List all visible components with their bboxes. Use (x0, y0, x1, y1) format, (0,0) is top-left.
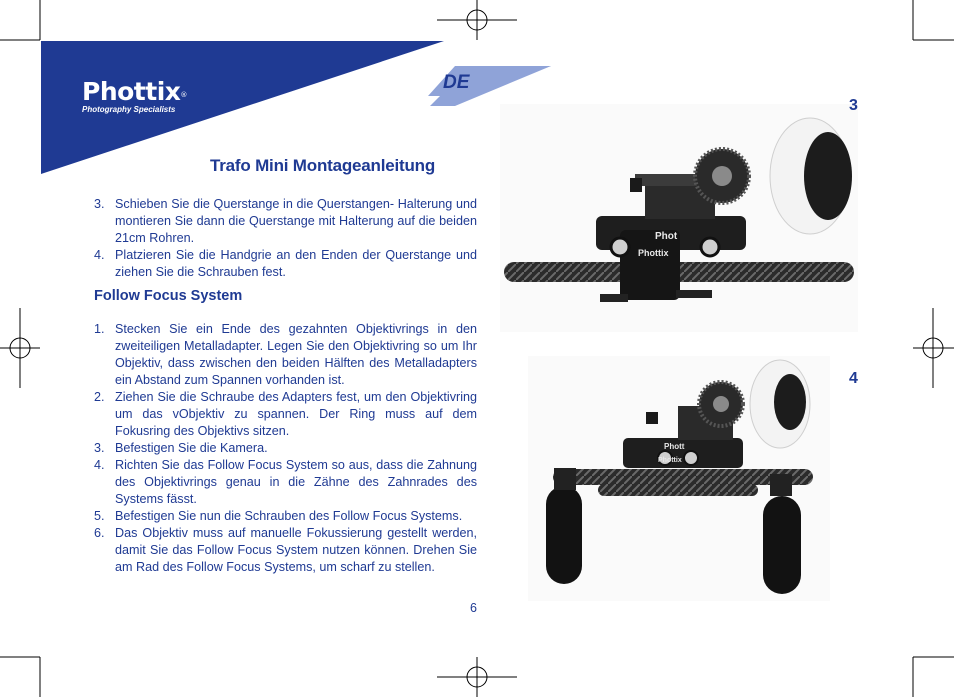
step-number: 3. (94, 441, 105, 455)
step-number: 4. (94, 248, 105, 262)
steps-list-follow-focus (94, 321, 477, 576)
list-item (94, 525, 477, 576)
step-number: 4. (94, 458, 105, 472)
step-text: Befestigen Sie die Kamera. (115, 441, 268, 455)
brand-logo (82, 78, 187, 114)
list-item (94, 440, 477, 457)
steps-list-assembly (94, 196, 477, 281)
step-number: 5. (94, 509, 105, 523)
list-item (94, 247, 477, 281)
language-label: DE (443, 72, 470, 93)
step-number: 6. (94, 526, 105, 540)
shoulder-rig-illustration (528, 356, 830, 601)
mount-brand-text: Phot (655, 231, 678, 242)
brand-name: Phottix (82, 77, 181, 106)
list-item (94, 508, 477, 525)
section-heading: Follow Focus System (94, 288, 243, 304)
list-item (94, 321, 477, 389)
step-number: 2. (94, 390, 105, 404)
registered-mark: ® (180, 91, 187, 99)
step-text: Platzieren Sie die Handgrie an den Enden der Querstange und ziehen Sie die Schrauben fest. (115, 248, 477, 279)
figure-4-label: 4 (849, 370, 858, 387)
follow-focus-rig-illustration (500, 104, 858, 332)
step-text: Ziehen Sie die Schraube des Adapters fest, um den Objektivring um das vObjektiv zu spannen. Der Ring muss auf dem Fokusring des Objektivs sitzen. (115, 390, 477, 438)
bracket-brand-text: Phottix (658, 457, 682, 464)
figure-3-label: 3 (849, 97, 858, 114)
step-text: Das Objektiv muss auf manuelle Fokussierung gestellt werden, damit Sie das Follow Focus System nutzen können. Drehen Sie am Rad des Follow Focus Systems, um scharf zu stellen. (115, 526, 477, 574)
list-item (94, 457, 477, 508)
brand-tagline: Photography Specialists (82, 105, 176, 114)
page-title: Trafo Mini Montageanleitung (210, 156, 436, 175)
step-text: Schieben Sie die Querstange in die Querstangen- Halterung und montieren Sie dann die Querstange mit Halterung auf die beiden 21cm Rohren. (115, 197, 477, 245)
list-item (94, 196, 477, 247)
step-number: 3. (94, 197, 105, 211)
step-text: Befestigen Sie nun die Schrauben des Follow Focus Systems. (115, 509, 463, 523)
list-item (94, 389, 477, 440)
mount-brand-text: Phott (664, 442, 685, 451)
page-number: 6 (470, 601, 477, 615)
step-text: Richten Sie das Follow Focus System so aus, dass die Zahnung des Objektivrings genau in die Zähne des Zahnrades des Systems fässt. (115, 458, 477, 506)
step-text: Stecken Sie ein Ende des gezahnten Objektivrings in den zweiteiligen Metalladapter. Legen Sie den Objektivring so um Ihr Objektiv, dass zwischen den beiden Hälften des Metalladapters ein Abstand zum Spannen vorhanden ist. (115, 322, 477, 387)
step-number: 1. (94, 322, 105, 336)
figure-4-photo (528, 356, 830, 601)
figure-3-photo (500, 104, 858, 332)
bracket-brand-text: Phottix (638, 248, 669, 258)
